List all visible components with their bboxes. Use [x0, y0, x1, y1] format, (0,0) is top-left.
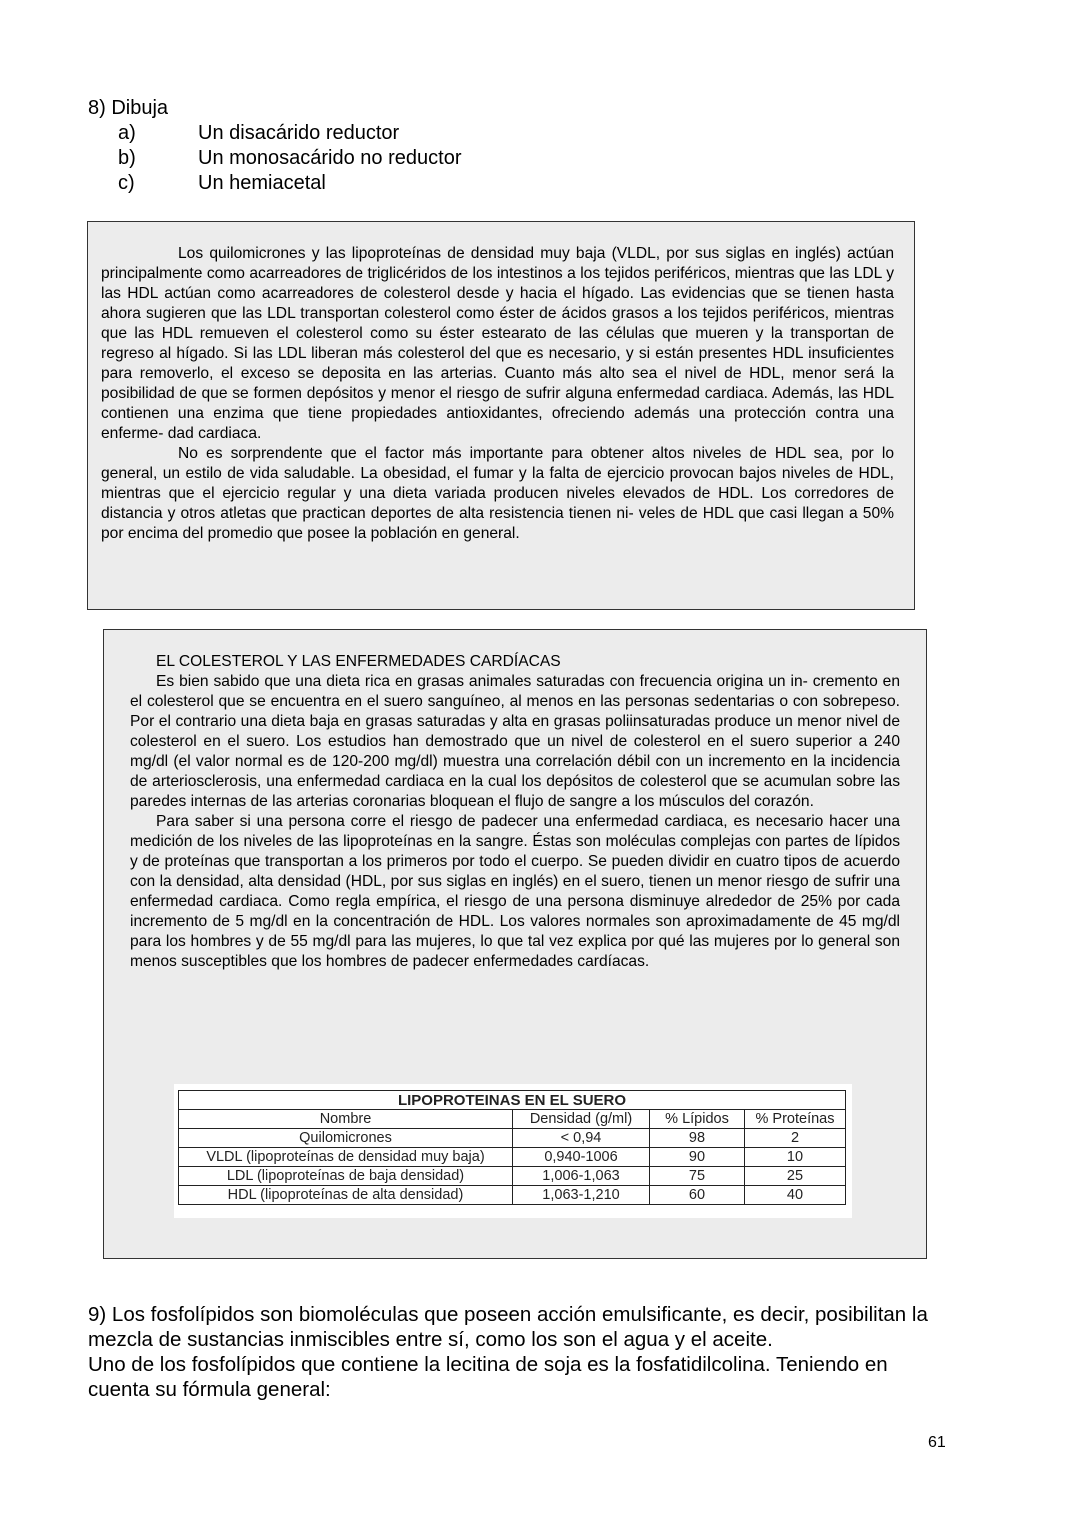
column-header: % Lípidos: [650, 1110, 745, 1129]
question-8: [88, 96, 461, 196]
paragraph: No es sorprendente que el factor más importante para obtener altos niveles de HDL sea, por lo general, un estilo de vida saludable. La obesidad, el fumar y la falta de ejercicio provocan bajos niveles de HDL, mientras que el ejercicio regular y una dieta variada producen niveles elevados de HDL. Los corredores de distancia y otros atletas que practican deportes de alta resistencia tienen ni- veles de HDL que casi llegan a 50% por encima del promedio que posee la población en general.: [101, 445, 894, 542]
section-heading: EL COLESTEROL Y LAS ENFERMEDADES CARDÍACAS: [156, 653, 561, 670]
table-header-row: [179, 1110, 846, 1129]
paragraph: Para saber si una persona corre el riesgo de padecer una enfermedad cardiaca, es necesario hacer una medición de los niveles de las lipoproteínas en la sangre. Éstas son moléculas complejas con partes de lípidos y de proteínas que transportan a los primeros por todo el cuerpo. Se pueden dividir en cuatro tipos de acuerdo con la densidad, alta densidad (HDL, por sus siglas en inglés) en el suero, tienen un menor riesgo de sufrir una enfermedad cardiaca. Como regla empírica, el riesgo de una persona disminuye alrededor de 25% por cada incremento de 5 mg/dl en la concentración de HDL. Los valores normales son aproximadamente de 45 mg/dl para los hombres y de 55 mg/dl para las mujeres, lo que tal vez explica por qué las mujeres por lo general son menos susceptibles que los hombres de padecer enfermedades cardíacas.: [130, 813, 900, 970]
cholesterol-text-box: [103, 629, 927, 1259]
table-title: LIPOPROTEINAS EN EL SUERO: [179, 1091, 846, 1110]
column-header: % Proteínas: [745, 1110, 846, 1129]
item-label: b): [118, 147, 136, 169]
paragraph: Es bien sabido que una dieta rica en grasas animales saturadas con frecuencia origina un in- cremento en el colesterol que se encuentra en el suero sanguíneo, al menos en las personas sedentarias o con sobrepeso. Por el contrario una dieta baja en grasas saturadas y alta en grasas poliinsaturadas produce un menor nivel de colesterol en el suero. Los estudios han demostrado que un nivel de colesterol en el suero superior a 240 mg/dl (el valor normal es de 120-200 mg/dl) muestra una correlación débil con un incremento en la incidencia de arteriosclerosis, una enfermedad cardiaca en la cual los depósitos de colesterol que se acumulan sobre las paredes internas de las arterias coronarias bloquean el flujo de sangre a los músculos del corazón.: [130, 673, 900, 810]
paragraph: Uno de los fosfolípidos que contiene la lecitina de soja es la fosfatidilcolina. Teniendo en cuenta su fórmula general:: [88, 1353, 888, 1401]
table-cell: VLDL (lipoproteínas de densidad muy baja): [179, 1148, 513, 1167]
paragraph: Los quilomicrones y las lipoproteínas de densidad muy baja (VLDL, por sus siglas en inglés) actúan principalmente como acarreadores de triglicéridos de los intestinos a los tejidos periféricos, mientras que las LDL y las HDL actúan como acarreadores de colesterol desde y hacia el hígado. Las evidencias que se tienen hasta ahora sugieren que las LDL transportan colesterol como éster de ácidos grasos a los tejidos periféricos, mientras que las HDL remueven el colesterol como su éster estearato de las células que mueren y la transportan de regreso al hígado. Si las LDL liberan más colesterol del que es necesario, y si están presentes HDL insuficientes para removerlo, el exceso se deposita en las arterias. Cuanto más alto sea el nivel de HDL, menor será la posibilidad de que se formen depósitos y menor el riesgo de sufrir alguna enfermedad cardiaca. Además, las HDL contienen una enzima que tiene propiedades antioxidantes, ofreciendo además una protección contra una enferme- dad cardiaca.: [101, 245, 894, 442]
table-cell: Quilomicrones: [179, 1129, 513, 1148]
lipoproteins-text-box: [87, 221, 915, 610]
item-label: a): [118, 122, 136, 144]
table-cell: 75: [650, 1167, 745, 1186]
list-item: [88, 146, 461, 171]
table-cell: 10: [745, 1148, 846, 1167]
table-cell: 1,006-1,063: [513, 1167, 650, 1186]
page-number: 61: [928, 1434, 946, 1451]
table-cell: 25: [745, 1167, 846, 1186]
question-8-title: 8) Dibuja: [88, 97, 169, 119]
table-cell: 0,940-1006: [513, 1148, 650, 1167]
column-header: Densidad (g/ml): [513, 1110, 650, 1129]
question-9: [88, 1302, 954, 1402]
table-row: [179, 1148, 846, 1167]
list-item: [88, 121, 461, 146]
lipoprotein-table: [178, 1090, 846, 1205]
lipoprotein-table-image: [174, 1084, 852, 1218]
table-cell: HDL (lipoproteínas de alta densidad): [179, 1186, 513, 1205]
table-row: [179, 1129, 846, 1148]
item-text: Un monosacárido no reductor: [198, 147, 462, 169]
table-row: [179, 1186, 846, 1205]
table-cell: 1,063-1,210: [513, 1186, 650, 1205]
item-text: Un hemiacetal: [198, 172, 326, 194]
list-item: [88, 171, 461, 196]
item-label: c): [118, 172, 135, 194]
table-cell: 60: [650, 1186, 745, 1205]
table-cell: 2: [745, 1129, 846, 1148]
paragraph: 9) Los fosfolípidos son biomoléculas que poseen acción emulsificante, es decir, posibilitan la mezcla de sustancias inmiscibles entre sí, como los son el agua y el aceite.: [88, 1303, 928, 1351]
table-cell: < 0,94: [513, 1129, 650, 1148]
table-cell: 90: [650, 1148, 745, 1167]
item-text: Un disacárido reductor: [198, 122, 400, 144]
table-row: [179, 1167, 846, 1186]
table-cell: 40: [745, 1186, 846, 1205]
table-cell: LDL (lipoproteínas de baja densidad): [179, 1167, 513, 1186]
column-header: Nombre: [179, 1110, 513, 1129]
table-cell: 98: [650, 1129, 745, 1148]
